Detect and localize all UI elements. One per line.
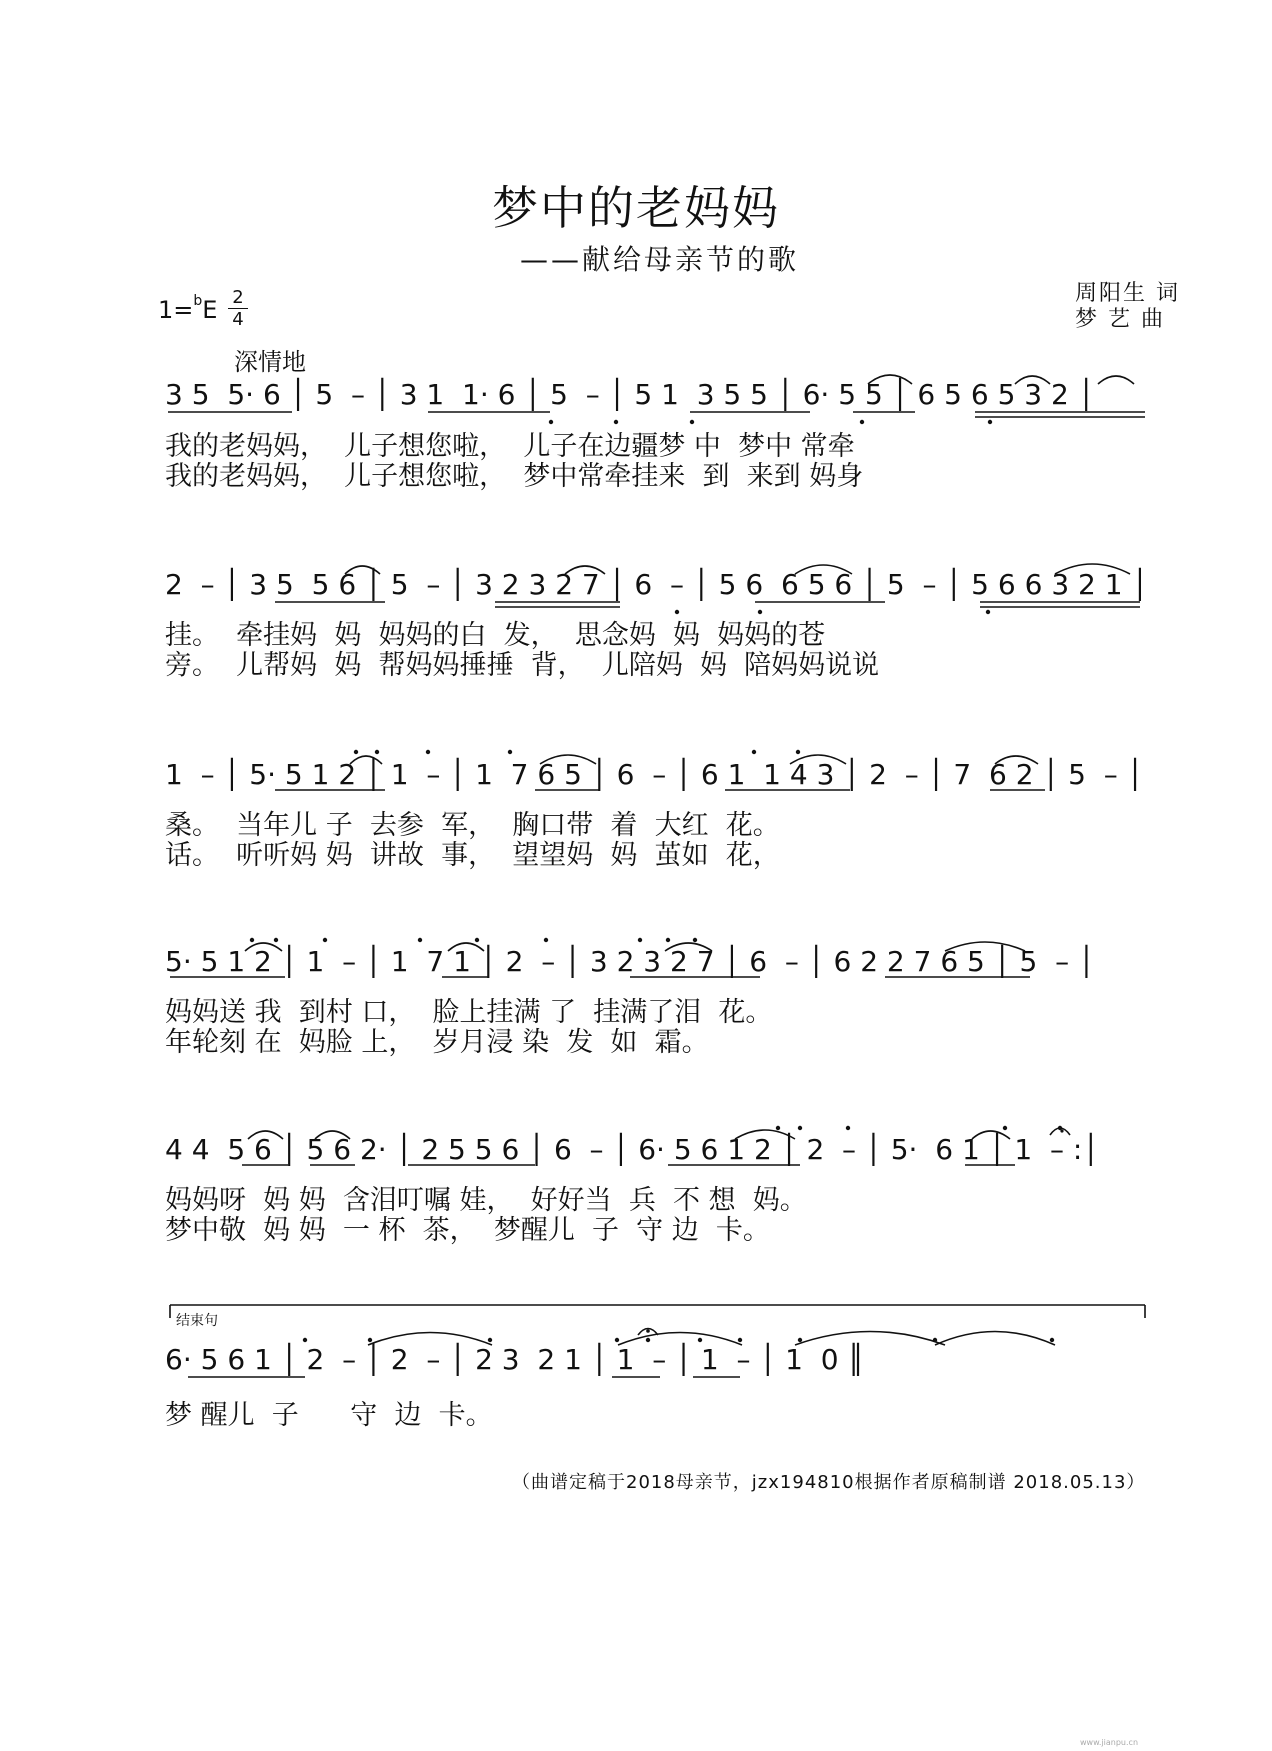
- song-subtitle: ——献给母亲节的歌: [520, 243, 800, 276]
- key-flat: b: [193, 293, 203, 309]
- notation-system-4: 5· 5 1 2 │ 1 – │ 1 7 1 │ 2 – │ 3 2 3 2 7 │ 6 – │ 6 2 2 7 6 5 │ 5 – │: [165, 945, 1095, 978]
- key-prefix: 1=: [158, 296, 194, 324]
- time-upper: 2: [232, 287, 244, 308]
- lyrics-s3-v2: 话。 听听妈 妈 讲故 事， 望望妈 妈 茧如 花，: [165, 840, 780, 871]
- time-lower: 4: [232, 309, 244, 330]
- notation-system-5: 4 4 5 6 │ 5 6 2· │ 2 5 5 6 │ 6 – │ 6· 5 6 1 2 │ 2 – │ 5· 6 1 │ 1 – :│: [165, 1133, 1100, 1166]
- lyrics-s1-v1: 我的老妈妈， 儿子想您啦， 儿子在边疆梦 中 梦中 常牵: [165, 431, 855, 462]
- key-note: E: [202, 296, 218, 324]
- lyrics-s6-v1: 梦 醒儿 子 守 边 卡。: [165, 1400, 493, 1431]
- lyrics-s1-v2: 我的老妈妈， 儿子想您啦， 梦中常牵挂来 到 来到 妈身: [165, 461, 864, 492]
- lyrics-s5-v2: 梦中敬 妈 妈 一 杯 茶， 梦醒儿 子 守 边 卡。: [165, 1215, 770, 1246]
- expression-mark: 深情地: [234, 348, 306, 376]
- lyrics-s5-v1: 妈妈呀 妈 妈 含泪叮嘱 娃， 好好当 兵 不 想 妈。: [165, 1185, 807, 1216]
- notation-system-3: 1 – │ 5· 5 1 2 │ 1 – │ 1 7 6 5 │ 6 – │ 6 1 1 4 3 │ 2 – │ 7 6 2 │ 5 – │: [165, 758, 1144, 791]
- watermark: www.jianpu.cn: [1080, 1738, 1139, 1747]
- lyrics-s2-v1: 挂。 牵挂妈 妈 妈妈的白 发， 思念妈 妈 妈妈的苍: [165, 620, 826, 651]
- lyrics-s3-v1: 桑。 当年儿 子 去参 军， 胸口带 着 大红 花。: [165, 810, 780, 841]
- song-title: 梦中的老妈妈: [492, 181, 780, 235]
- footnote: （曲谱定稿于2018母亲节，jzx194810根据作者原稿制谱 2018.05.13）: [512, 1472, 1146, 1493]
- lyrics-s4-v2: 年轮刻 在 妈脸 上， 岁月浸 染 发 如 霜。: [165, 1027, 709, 1058]
- lyrics-s2-v2: 旁。 儿帮妈 妈 帮妈妈捶捶 背， 儿陪妈 妈 陪妈妈说说: [165, 650, 880, 681]
- ending-label: 结束句: [176, 1313, 218, 1329]
- notation-system-1: 3 5 5· 6 │ 5 – │ 3 1 1· 6 │ 5 – │ 5 1 3 5 5 │ 6· 5 5 │ 6 5 6 5 3 2 │: [165, 378, 1095, 411]
- notation-system-6: 6· 5 6 1 │ 2 – │ 2 – │ 2 3 2 1 │ 1 – │ 1 – │ 1 0 ║: [165, 1343, 865, 1376]
- lyricist-credit: 周阳生 词: [1075, 281, 1180, 306]
- composer-credit: 梦 艺 曲: [1075, 307, 1165, 332]
- lyrics-s4-v1: 妈妈送 我 到村 口， 脸上挂满 了 挂满了泪 花。: [165, 997, 773, 1028]
- notation-system-2: 2 – │ 3 5 5 6 │ 5 – │ 3 2 3 2 7 │ 6 – │ 5 6 6 5 6 │ 5 – │ 5 6 6 3 2 1 │: [165, 568, 1149, 601]
